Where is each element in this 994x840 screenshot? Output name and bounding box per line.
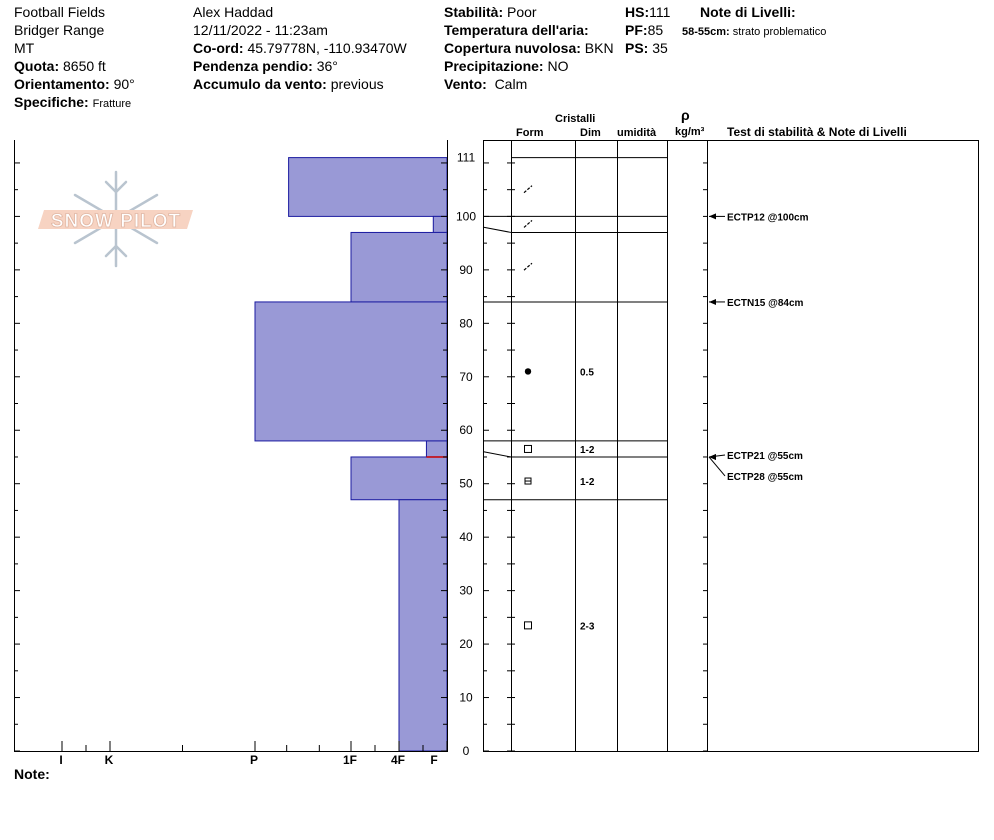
hardness-tick-label: F	[430, 753, 438, 767]
aspect-label: Orientamento:	[14, 76, 110, 92]
cloud-value: BKN	[584, 40, 614, 56]
crystal-size-label: 1-2	[580, 477, 595, 489]
layer-connector	[483, 452, 511, 457]
tests-header: Test di stabilità & Note di Livelli	[727, 125, 907, 139]
hardness-bar	[255, 302, 447, 441]
air-temp-label: Temperatura dell'aria:	[444, 22, 589, 38]
depth-tick-label: 40	[459, 530, 473, 545]
hardness-bar	[289, 158, 447, 217]
test-label: ECTP28 @55cm	[727, 471, 803, 483]
test-arrow-head	[709, 213, 716, 219]
precip-label: Precipitazione:	[444, 58, 544, 74]
snowpilot-logo	[38, 172, 193, 266]
hardness-tick-label: P	[249, 753, 259, 767]
crystal-facet-icon	[525, 622, 532, 629]
moisture-header: umidità	[617, 127, 657, 139]
depth-tick-label: 80	[459, 316, 473, 331]
observer-name: Alex Haddad	[193, 4, 274, 20]
depth-tick-label: 70	[459, 369, 473, 384]
observation-datetime: 12/11/2022 - 11:23am	[193, 22, 328, 38]
hs-label: HS:	[625, 4, 650, 20]
wind-label: Vento:	[444, 76, 487, 92]
size-header: Dim	[580, 127, 601, 139]
test-label: ECTP12 @100cm	[727, 212, 809, 224]
elevation-value: 8650 ft	[63, 58, 106, 74]
layer-connector	[483, 227, 511, 232]
layer-notes-title: Note di Livelli:	[700, 4, 796, 20]
specifics-value: Fratture	[92, 98, 132, 110]
logo-text: SNOW PILOT	[50, 211, 182, 232]
crystal-new-snow-icon	[524, 186, 532, 193]
layer-note-text: strato problematico	[732, 26, 827, 38]
depth-tick-label: 50	[459, 476, 473, 491]
hardness-bar	[426, 441, 447, 457]
test-label: ECTN15 @84cm	[727, 297, 804, 309]
ps-value: 35	[652, 40, 668, 56]
crystal-rounded-icon	[525, 368, 531, 374]
aspect-value: 90°	[113, 76, 135, 92]
depth-tick-label: 90	[459, 262, 473, 277]
depth-tick-label: 30	[459, 583, 473, 598]
hardness-bar	[399, 500, 447, 751]
cloud-label: Copertura nuvolosa:	[444, 40, 581, 56]
precip-value: NO	[547, 58, 569, 74]
pf-label: PF:	[625, 22, 648, 38]
notes-label: Note:	[14, 766, 50, 782]
test-label: ECTP21 @55cm	[727, 450, 803, 462]
range-name: Bridger Range	[14, 22, 105, 38]
depth-tick-label: 0	[462, 744, 470, 758]
crystals-header: Cristalli	[555, 113, 596, 125]
test-arrow-line	[709, 457, 725, 476]
slope-label: Pendenza pendio:	[193, 58, 313, 74]
crystal-new-snow-icon	[524, 263, 532, 270]
hs-value: 111	[649, 4, 671, 20]
hardness-bar	[351, 232, 447, 301]
form-header: Form	[516, 127, 544, 139]
depth-tick-label: 20	[459, 637, 473, 652]
wind-value: Calm	[494, 76, 528, 92]
wind-loading-value: previous	[330, 76, 384, 92]
density-symbol: ρ	[681, 107, 690, 123]
depth-tick-label: 60	[459, 423, 473, 438]
crystal-size-label: 0.5	[580, 367, 594, 379]
state-name: MT	[14, 40, 35, 56]
crystal-size-label: 1-2	[580, 444, 595, 456]
coord-value: 45.79778N, -110.93470W	[247, 40, 407, 56]
density-unit: kg/m³	[675, 126, 705, 138]
stability-value: Poor	[507, 4, 537, 20]
crystal-size-label: 2-3	[580, 621, 595, 633]
pf-value: 85	[647, 22, 664, 38]
coord-label: Co-ord:	[193, 40, 244, 56]
hardness-bar	[351, 457, 447, 500]
test-arrow-head	[709, 454, 716, 460]
layer-note-range: 58-55cm:	[682, 26, 730, 38]
wind-loading-label: Accumulo da vento:	[193, 76, 327, 92]
location-name: Football Fields	[14, 4, 106, 20]
depth-tick-label: 100	[455, 209, 477, 224]
specifics-label: Specifiche:	[14, 94, 89, 110]
ps-label: PS:	[625, 40, 649, 56]
hardness-bar	[433, 216, 447, 232]
hardness-tick-label: I	[59, 753, 63, 767]
crystal-facet-icon	[525, 445, 532, 452]
elevation-label: Quota:	[14, 58, 60, 74]
hardness-tick-label: 4F	[390, 753, 406, 767]
depth-tick-label: 10	[459, 690, 473, 705]
crystal-new-snow-icon	[524, 220, 532, 227]
slope-value: 36°	[316, 58, 338, 74]
test-arrow-head	[709, 299, 716, 305]
depth-tick-label: 111	[456, 150, 476, 165]
hardness-tick-label: K	[104, 753, 114, 767]
stability-label: Stabilità:	[444, 4, 504, 20]
hardness-tick-label: 1F	[342, 753, 358, 767]
